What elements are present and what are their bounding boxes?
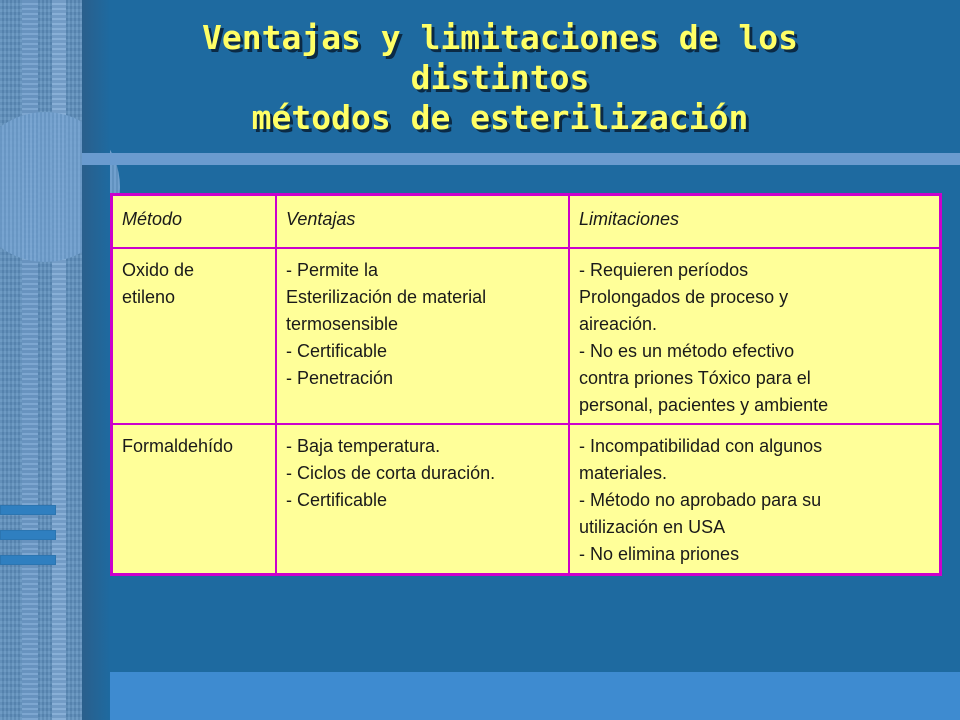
- cell-line: materiales.: [579, 463, 668, 483]
- header-limitations: Limitaciones: [569, 195, 941, 249]
- cell-line: Oxido de: [122, 260, 195, 280]
- cell-line: termosensible: [286, 314, 399, 334]
- decorative-bars: [0, 505, 56, 580]
- cell-line: - Certificable: [286, 341, 388, 361]
- limitations-cell: [569, 424, 941, 575]
- title-line-1: Ventajas y limitaciones de los distintos: [201, 18, 799, 97]
- cell-line: etileno: [122, 287, 176, 307]
- cell-line: Esterilización de material: [286, 287, 487, 307]
- cell-line: - Permite la: [286, 260, 379, 280]
- cell-line: - Método no aprobado para su: [579, 490, 822, 510]
- strip-shadow: [82, 0, 110, 720]
- cell-line: - Penetración: [286, 368, 394, 388]
- title-divider-bar: [82, 153, 960, 165]
- decorative-bar: [0, 555, 56, 565]
- header-method: Método: [112, 195, 277, 249]
- decorative-bar: [0, 505, 56, 515]
- cell-line: - Incompatibilidad con algunos: [579, 436, 823, 456]
- strip-column: [22, 0, 38, 720]
- bottom-band: [110, 672, 960, 720]
- header-advantages: Ventajas: [276, 195, 569, 249]
- cell-line: - Ciclos de corta duración.: [286, 463, 496, 483]
- cell-line: - Baja temperatura.: [286, 436, 441, 456]
- advantages-cell: [276, 424, 569, 575]
- sterilization-methods-table: [110, 193, 942, 576]
- cell-line: Prolongados de proceso y: [579, 287, 789, 307]
- decorative-bar: [0, 530, 56, 540]
- cell-line: contra priones Tóxico para el: [579, 368, 811, 388]
- table-row: [112, 248, 941, 424]
- method-cell: [112, 248, 277, 424]
- cell-line: - Requieren períodos: [579, 260, 749, 280]
- method-cell: [112, 424, 277, 575]
- advantages-cell: [276, 248, 569, 424]
- table-header-row: [112, 195, 941, 249]
- slide-title: [110, 18, 890, 138]
- table-row: [112, 424, 941, 575]
- title-line-2: métodos de esterilización: [251, 98, 749, 137]
- strip-column: [52, 0, 66, 720]
- cell-line: utilización en USA: [579, 517, 726, 537]
- cell-line: personal, pacientes y ambiente: [579, 395, 829, 415]
- left-decorative-strip: [0, 0, 82, 720]
- cell-line: - No elimina priones: [579, 544, 740, 564]
- cell-line: Formaldehído: [122, 436, 234, 456]
- cell-line: - No es un método efectivo: [579, 341, 795, 361]
- cell-line: - Certificable: [286, 490, 388, 510]
- cell-line: aireación.: [579, 314, 658, 334]
- limitations-cell: [569, 248, 941, 424]
